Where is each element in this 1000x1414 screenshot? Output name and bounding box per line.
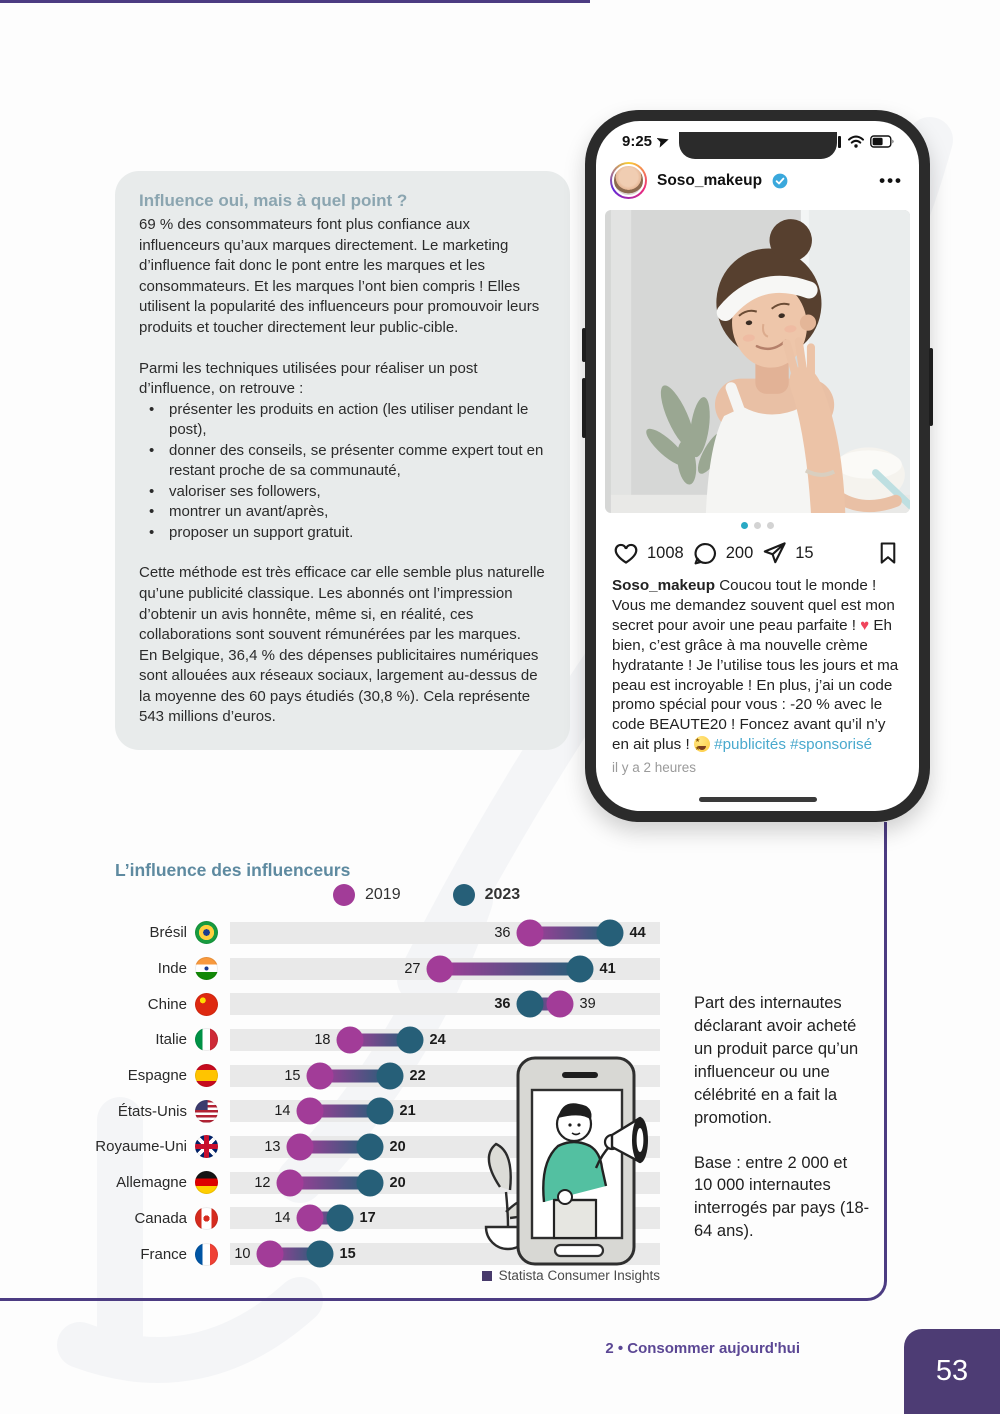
dot-2019 [287,1133,314,1160]
chart-row [75,986,675,1022]
legend-item-2019 [333,884,401,906]
legend-dot-2023 [453,884,475,906]
comments-count: 200 [725,543,754,562]
legend-label: 2019 [365,886,401,903]
value-label: 13 [264,1138,281,1155]
chart-row [75,915,675,951]
story-ring[interactable] [610,162,647,199]
phone-screen [596,121,919,811]
caption-hashtags[interactable]: #publicités #sponsorisé [714,736,873,754]
dot-2019 [297,1098,324,1125]
value-label: 22 [409,1067,426,1084]
in-flag-icon [195,957,218,980]
ca-flag-icon [195,1207,218,1230]
carousel-dots[interactable] [596,522,919,529]
legend-item-2023 [453,884,521,906]
info-paragraph-4: En Belgique, 36,4 % des dépenses publicitaires numériques sont allouées aux réseaux sociaux, largement au-dessus de la moyenne des 60 pays étudiés (30,8 %). Cela représente 543 millions d’euros. [139,646,539,726]
dot-2023 [357,1133,384,1160]
smartphone-mockup [585,110,930,822]
info-box [115,171,570,750]
value-label: 27 [404,960,421,977]
chart-row [75,951,675,987]
home-indicator[interactable] [699,797,817,802]
battery-icon [870,135,895,148]
row-track [230,922,660,944]
value-label: 14 [274,1210,291,1227]
us-flag-icon [195,1100,218,1123]
dot-2019 [257,1241,284,1268]
caption-text-2: Eh bien, c’est grâce à ma nouvelle crème hydratante ! Je l’utilise tous les jours et ma peau est incroyable ! En plus, j’ai un code promo spécial pour vous : -20 % avec le code BEAUTE20 ! Foncez avant qu’il n’y en ait plus ! [612,616,899,754]
dot-2023 [567,955,594,982]
value-label: 41 [599,960,616,977]
legend-dot-2019 [333,884,355,906]
dot-2019 [307,1062,334,1089]
list-item: • présenter les produits en action (les utiliser pendant le post), [139,400,546,441]
list-item: • donner des conseils, se présenter comme expert tout en restant proche de sa communauté, [139,441,546,482]
info-paragraph-3: Cette méthode est très efficace car elle semble plus naturelle qu’une publicité classique. Les abonnés ont l’impression d’obtenir un avis honnête, même si, en réalité, ces collaborations sont souvent rémunérées par les marques. [139,564,545,644]
dot-2019 [297,1205,324,1232]
country-label: Italie [155,1031,187,1049]
country-label: États-Unis [117,1102,187,1120]
value-label: 36 [494,996,511,1013]
chart-legend [333,884,520,906]
comment-icon[interactable] [692,540,719,567]
country-label: Espagne [127,1067,187,1085]
dot-2023 [307,1241,334,1268]
info-paragraph-1: 69 % des consommateurs font plus confiance aux influenceurs qu’aux marques directement. Le marketing d’influence fait donc le pont entre les marques et les consommateurs. Et les marques l’ont bien compris ! Elles utilisent la popularité des influenceurs pour promouvoir leurs produits et toucher directement leur public-cible. [139,216,540,337]
chart-title: L’influence des influenceurs [115,860,351,880]
country-label: France [140,1245,187,1263]
power-button [929,348,933,426]
share-icon[interactable] [761,540,788,567]
dot-2023 [377,1062,404,1089]
country-label: Allemagne [116,1174,187,1192]
chart-source [380,1268,660,1283]
value-label: 10 [234,1246,251,1263]
chapter-footer: 2 • Consommer aujourd'hui [605,1340,800,1357]
post-menu-button[interactable]: ••• [879,170,903,190]
aside-paragraph-2: Base : entre 2 000 et 10 000 internautes interrogés par pays (18-64 ans). [694,1153,870,1241]
value-label: 44 [629,924,646,941]
de-flag-icon [195,1171,218,1194]
br-flag-icon [195,921,218,944]
avatar[interactable] [612,164,645,197]
bookmark-icon[interactable] [875,540,901,566]
verified-badge-icon [772,173,788,189]
value-label: 14 [274,1103,291,1120]
dot-2023 [357,1169,384,1196]
value-label: 21 [399,1103,416,1120]
likes-count: 1008 [647,543,684,562]
value-label: 20 [389,1138,406,1155]
carousel-dot[interactable] [767,522,774,529]
info-box-title: Influence oui, mais à quel point ? [139,191,408,210]
dumbbell-connector [440,962,580,975]
post-caption [596,571,919,755]
techniques-list [139,400,546,544]
page-number: 53 [935,1355,969,1387]
country-label: Brésil [149,924,187,942]
row-track [230,958,660,980]
heart-icon[interactable] [612,539,640,567]
value-label: 39 [579,996,596,1013]
top-divider-rule [0,0,590,3]
shares-count: 15 [795,543,814,562]
sparkling-heart-emoji: ♥ [860,616,870,634]
dot-2023 [597,919,624,946]
page-number-badge [904,1329,1000,1414]
es-flag-icon [195,1064,218,1087]
dot-2019 [277,1169,304,1196]
value-label: 15 [284,1067,301,1084]
gb-flag-icon [195,1135,218,1158]
country-label: Royaume-Uni [95,1138,187,1156]
value-label: 20 [389,1174,406,1191]
row-track [230,1029,660,1051]
dot-2023 [517,991,544,1018]
source-text: Statista Consumer Insights [498,1268,660,1283]
megaphone-influencer-illustration [462,1052,650,1278]
post-photo[interactable] [605,210,910,513]
dot-2019 [547,991,574,1018]
dot-2019 [427,955,454,982]
post-actions [596,533,919,571]
dot-2019 [337,1026,364,1053]
country-label: Canada [134,1209,187,1227]
value-label: 12 [254,1174,271,1191]
volume-button [582,328,586,362]
post-timestamp: il y a 2 heures [612,760,697,776]
cn-flag-icon [195,993,218,1016]
info-paragraph-2-intro: Parmi les techniques utilisées pour réaliser un post d’influence, on retrouve : [139,359,478,398]
legend-label: 2023 [484,886,521,903]
aside-note [694,992,870,1243]
caption-text-1: Coucou tout le monde ! Vous me demandez souvent quel est mon secret pour avoir une peau parfaite ! [612,577,895,634]
country-label: Inde [157,960,187,978]
location-arrow-icon [657,135,670,148]
phone-notch [679,132,837,159]
star-struck-emoji [694,736,710,752]
row-track [230,993,660,1015]
value-label: 18 [314,1031,331,1048]
dot-2023 [367,1098,394,1125]
aside-paragraph-1: Part des internautes déclarant avoir acheté un produit parce qu’un influenceur ou une célébrité en a fait la promotion. [694,994,859,1127]
list-item: • proposer un support gratuit. [139,523,546,544]
value-label: 36 [494,924,511,941]
post-header [596,152,919,208]
status-time: 9:25 [622,133,653,150]
carousel-dot-active[interactable] [741,522,748,529]
volume-button [582,378,586,438]
post-username[interactable]: Soso_makeup [657,171,763,189]
country-label: Chine [147,995,187,1013]
fr-flag-icon [195,1243,218,1266]
dot-2023 [327,1205,354,1232]
value-label: 24 [429,1031,446,1048]
dot-2023 [397,1026,424,1053]
value-label: 15 [339,1246,356,1263]
list-item: • valoriser ses followers, [139,482,546,503]
carousel-dot[interactable] [754,522,761,529]
it-flag-icon [195,1028,218,1051]
wifi-icon [847,135,865,148]
value-label: 17 [359,1210,376,1227]
source-bullet-icon [482,1271,492,1281]
caption-username[interactable]: Soso_makeup [612,577,715,594]
list-item: • montrer un avant/après, [139,502,546,523]
dot-2019 [517,919,544,946]
